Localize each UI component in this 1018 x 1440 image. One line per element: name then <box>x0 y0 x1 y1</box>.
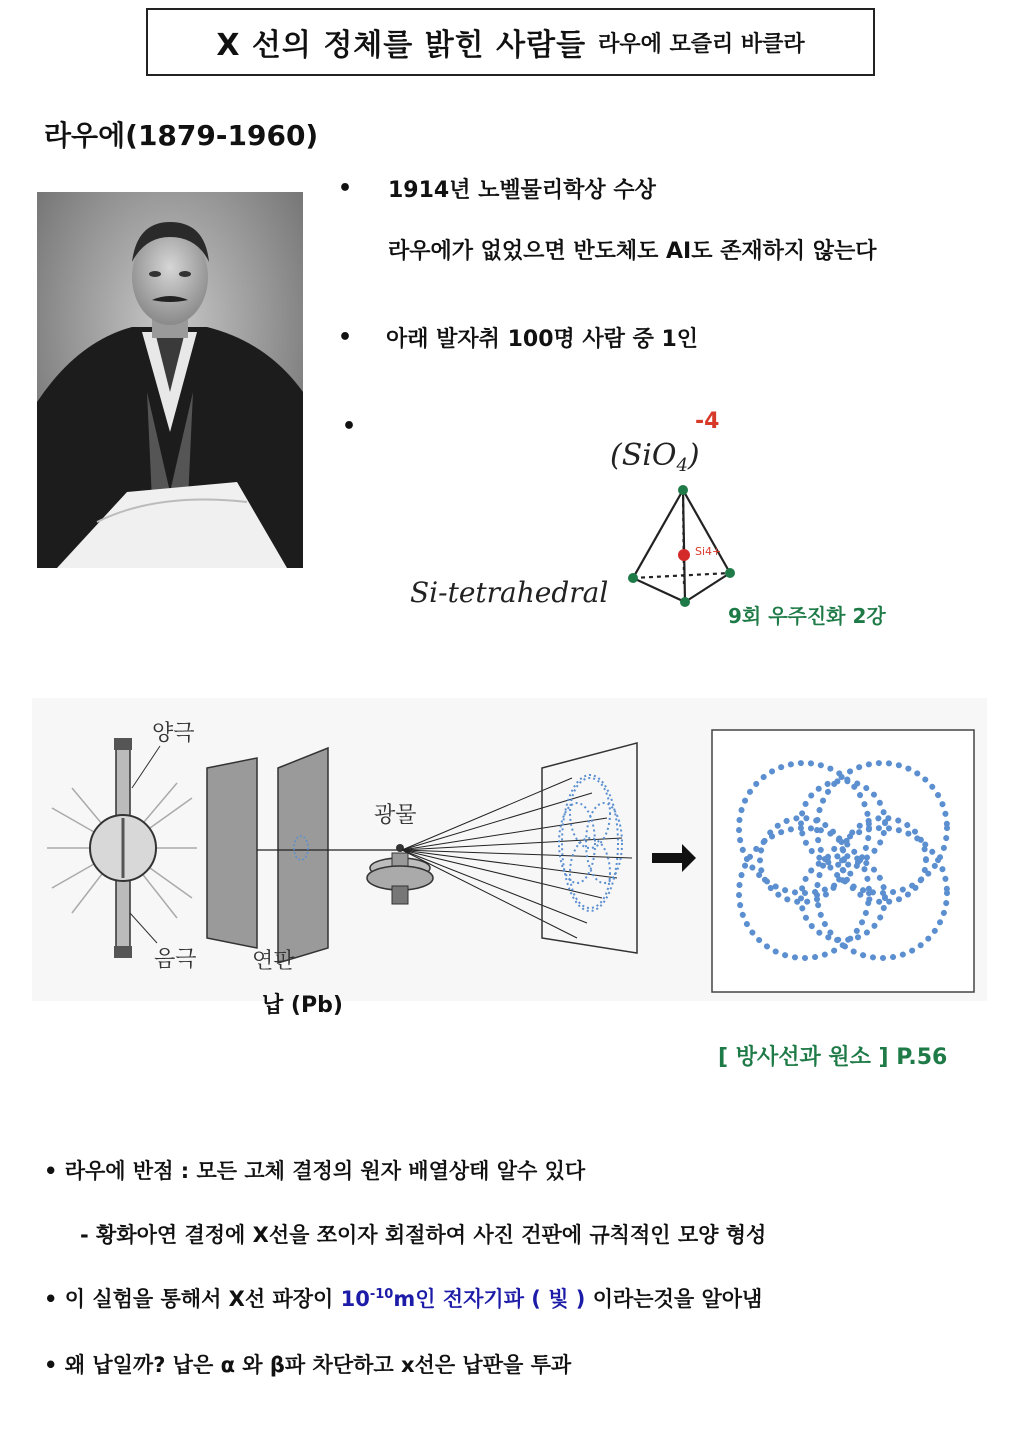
bullet-marker: • <box>338 325 353 350</box>
formula-close: ) <box>687 438 700 473</box>
portrait-image <box>37 192 303 568</box>
bullet-marker: • <box>342 414 357 439</box>
svg-text:(SiO4) <box>610 438 700 476</box>
note-why-lead: • 왜 납일까? 납은 α 와 β파 차단하고 x선은 납판을 투과 <box>44 1353 572 1377</box>
lecture-caption: 9회 우주진화 2강 <box>728 604 886 628</box>
formula-sub: 4 <box>676 455 688 476</box>
crystal-label: 광물 <box>374 803 417 828</box>
bullet-nobel: 1914년 노벨물리학상 수상 <box>388 178 656 203</box>
atom-label: Si4+ <box>695 545 722 558</box>
si-tetrahedral-sketch <box>395 390 745 630</box>
bullet-marker: • <box>338 176 353 201</box>
cathode-label: 음극 <box>154 947 197 972</box>
bullet-footsteps: 아래 발자취 100명 사람 중 1인 <box>386 327 699 352</box>
note-wavelength: • 이 실험을 통해서 X선 파장이 $10^{-10}m$인 전자기파 ( 빛 ) 이라는것을 알아냄 <box>44 1287 763 1311</box>
note-zinc-sulfide: - 황화아연 결정에 X선을 쪼이자 회절하여 사진 건판에 규칙적인 모양 형성 <box>80 1223 767 1247</box>
lead-label: 납 (Pb) <box>262 993 343 1018</box>
laue-experiment-diagram <box>32 698 987 1001</box>
formula-charge: -4 <box>695 409 720 434</box>
anode-label: 양극 <box>152 721 195 746</box>
title-box <box>146 8 875 76</box>
formula-base: (SiO <box>610 438 677 473</box>
note-laue-spots: • 라우에 반점 : 모든 고체 결정의 원자 배열상태 알수 있다 <box>44 1159 586 1183</box>
plate-label: 연판 <box>252 949 295 974</box>
book-reference: [ 방사선과 원소 ] P.56 <box>718 1045 948 1070</box>
page-subtitle: 라우에 모즐리 바클라 <box>598 31 805 57</box>
page-title: X 선의 정체를 밝힌 사람들 <box>216 28 587 63</box>
bullet-nobel-subtext: 라우에가 없었으면 반도체도 AI도 존재하지 않는다 <box>388 239 877 264</box>
person-name: 라우에(1879-1960) <box>44 119 319 152</box>
si-tetrahedral-label: Si-tetrahedral <box>410 576 609 609</box>
